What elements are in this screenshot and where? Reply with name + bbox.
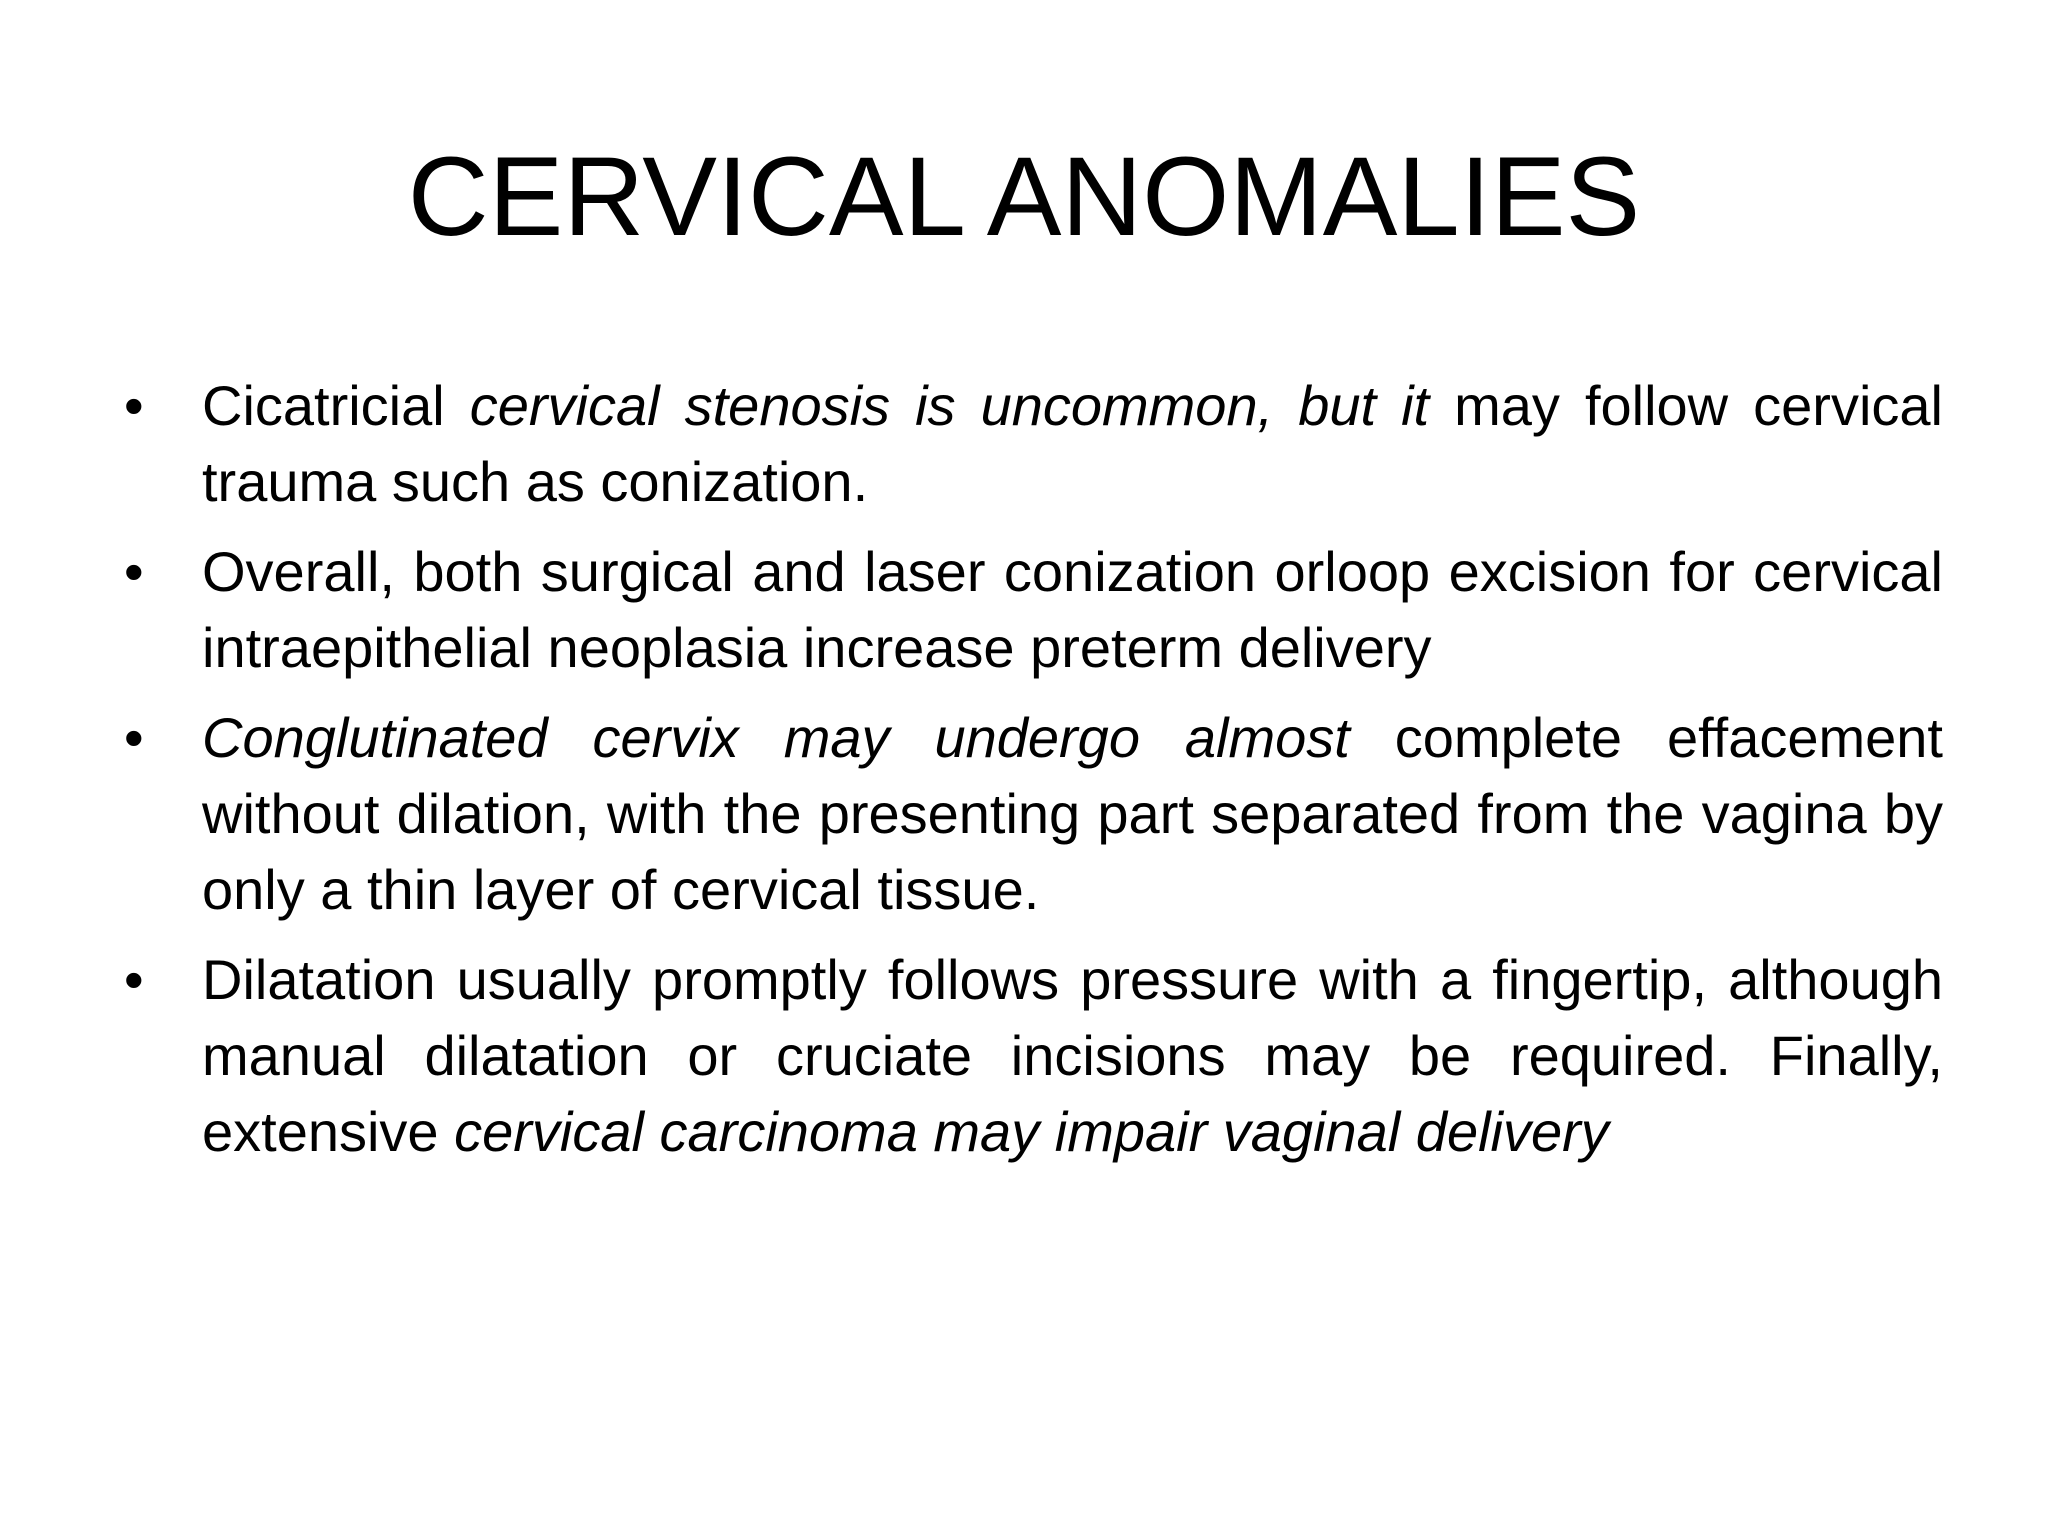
bullet-icon: •	[124, 540, 144, 603]
slide-title: CERVICAL ANOMALIES	[407, 134, 1641, 259]
bullet-icon: •	[124, 948, 144, 1011]
bullet-item	[118, 368, 1943, 520]
bullet-text-italic: cervical carcinoma may impair vaginal delivery	[454, 1100, 1609, 1163]
bullet-text-plain: complete effacement without dilation, with the presenting part separated from the vagina by only a thin layer of cervical tissue.	[202, 706, 1943, 921]
bullet-text-plain: Cicatricial	[202, 374, 470, 437]
bullet-item	[118, 942, 1943, 1170]
bullet-icon: •	[124, 374, 144, 437]
bullet-icon: •	[124, 706, 144, 769]
bullet-text-plain: Dilatation usually promptly follows pressure with a fingertip, although manual dilatation or cruciate incisions may be required. Finally, extensive	[202, 948, 1943, 1163]
bullet-text-plain: may follow cervical trauma such as conization.	[202, 374, 1943, 513]
bullet-text-plain: Overall, both surgical and laser conization orloop excision for cervical intraepithelial neoplasia increase preterm delivery	[202, 540, 1943, 679]
bullet-item	[118, 700, 1943, 928]
bullet-item	[118, 534, 1943, 686]
bullet-text-italic: cervical stenosis is uncommon, but it	[469, 374, 1430, 437]
bullet-text-italic: Conglutinated cervix may undergo almost	[202, 706, 1350, 769]
bullet-list	[118, 368, 1943, 1184]
